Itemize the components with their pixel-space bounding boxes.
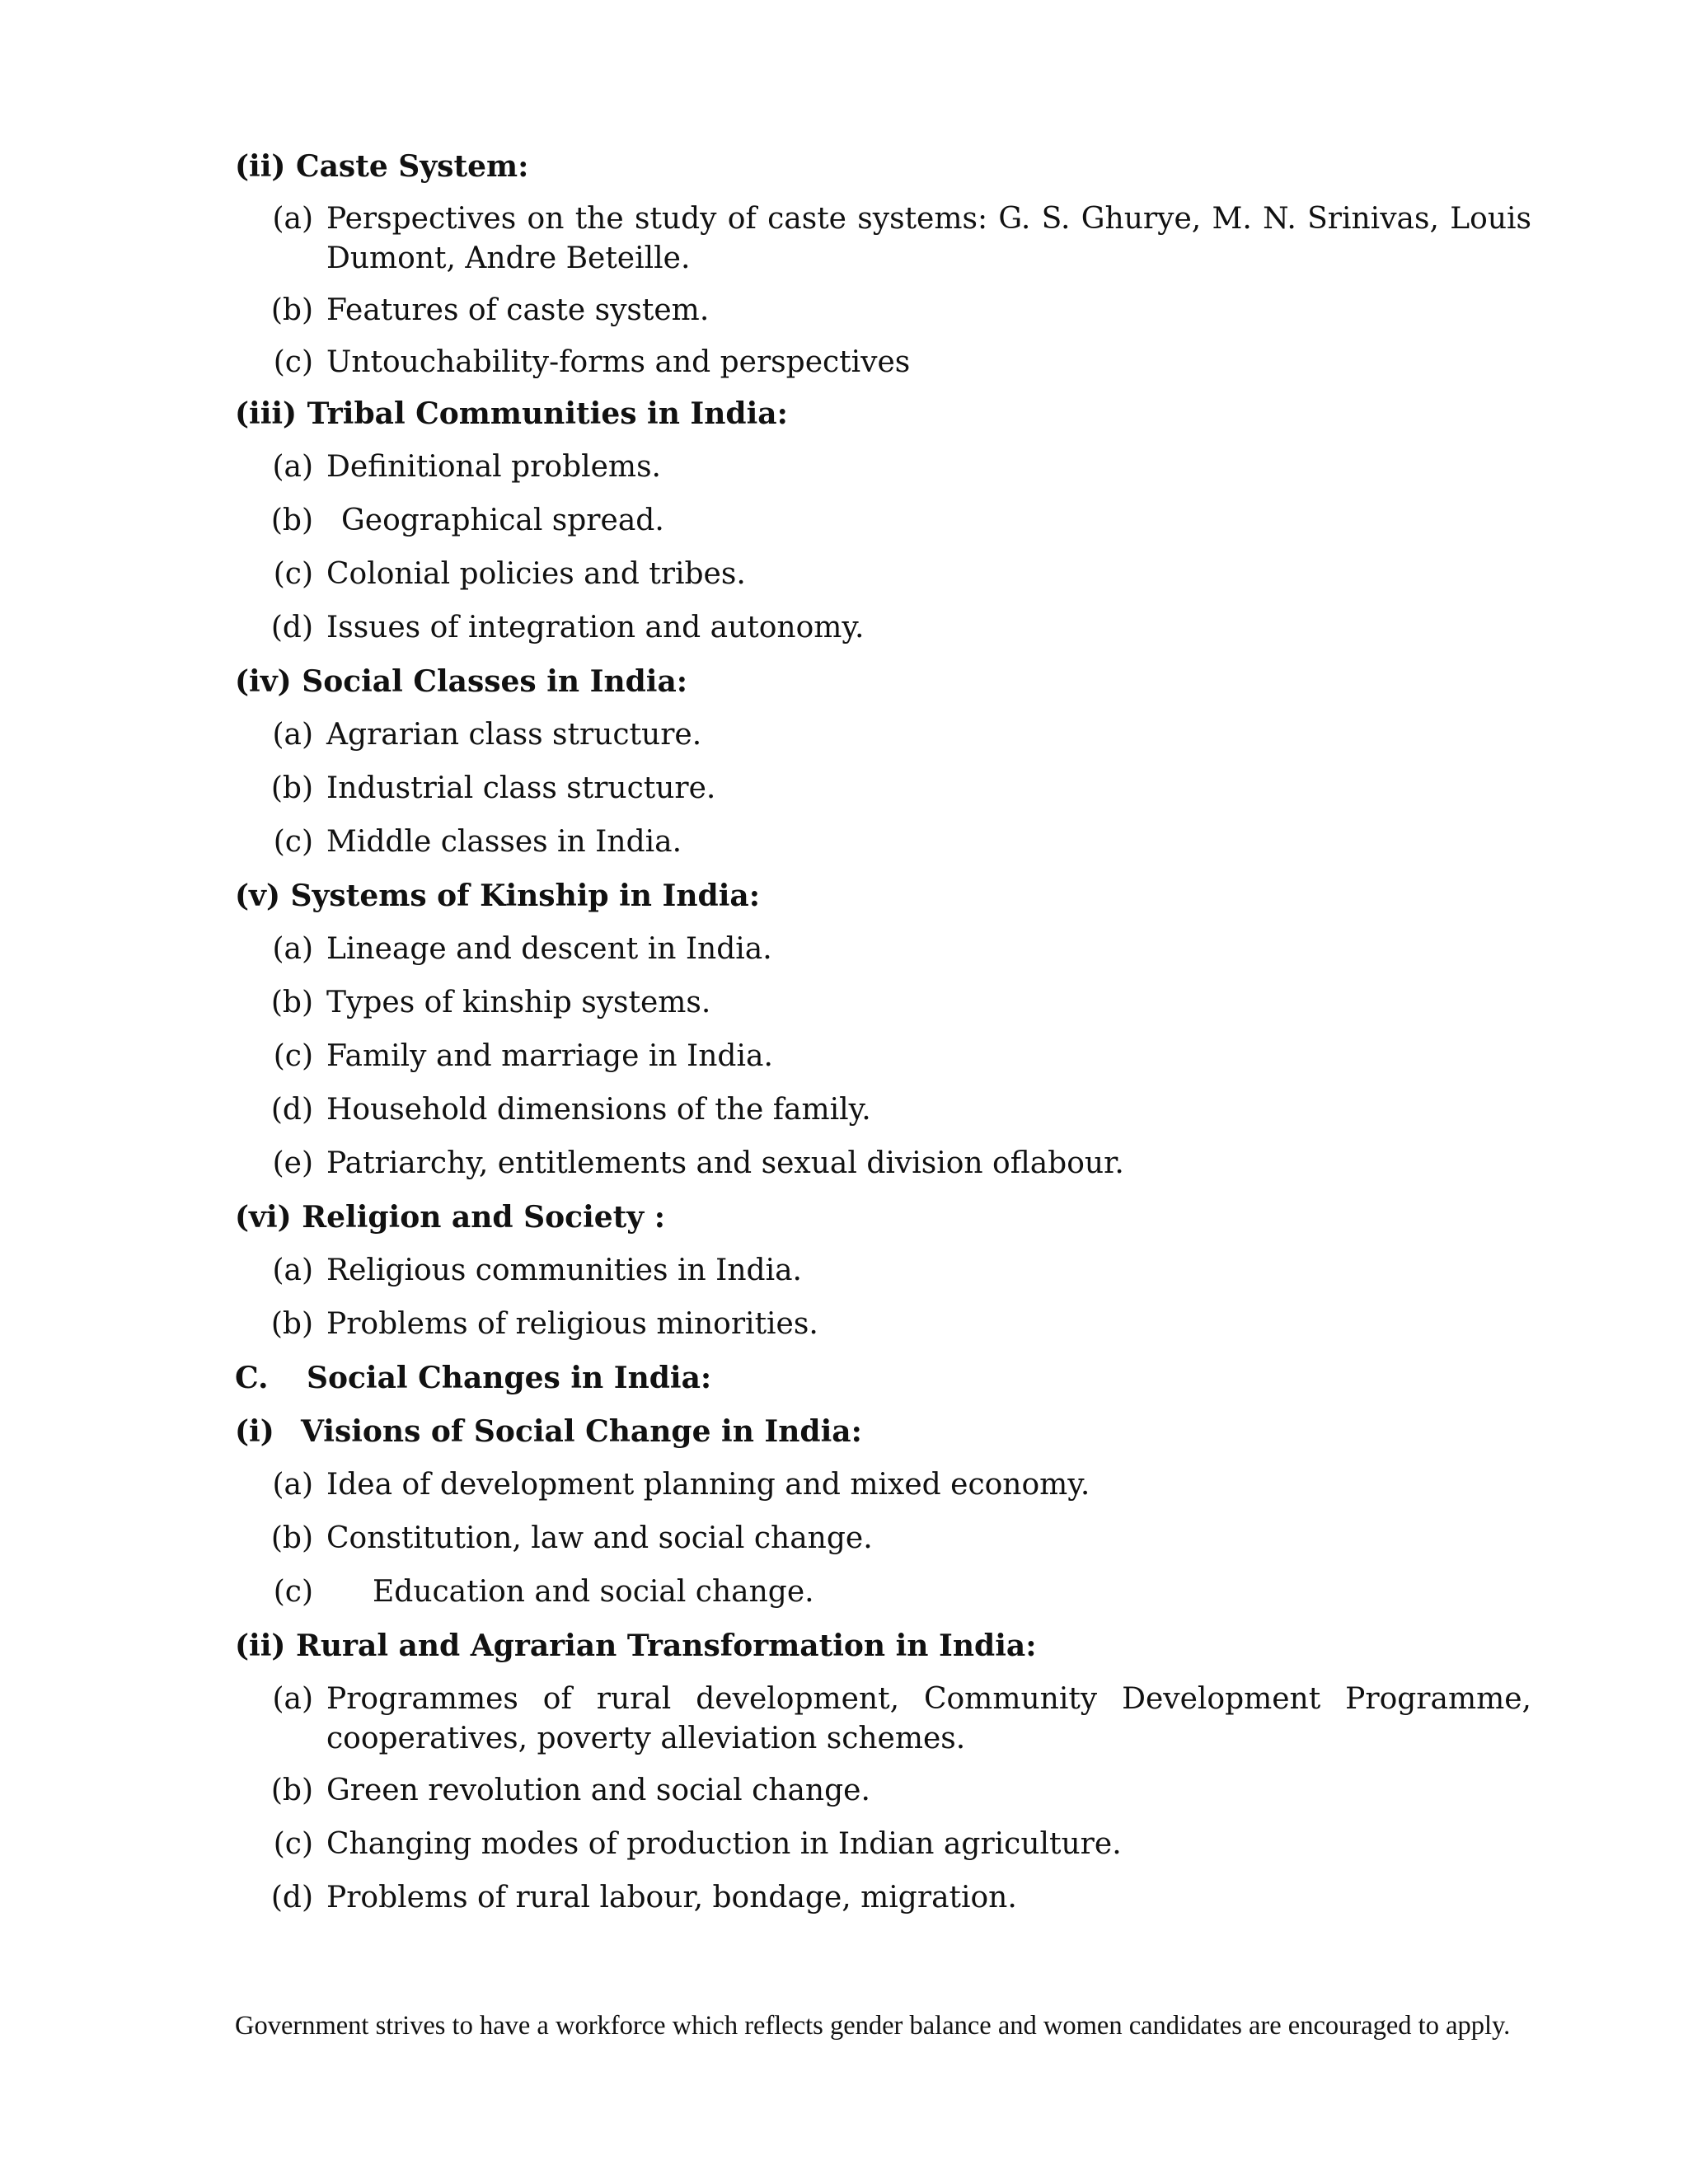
list-item-text: Definitional problems. bbox=[326, 450, 661, 484]
list-item-text: Agrarian class structure. bbox=[326, 718, 702, 752]
list-item bbox=[270, 983, 1531, 1023]
list-item-text: Features of caste system. bbox=[326, 293, 710, 327]
section-heading-rural-agrarian: (ii) Rural and Agrarian Transformation in India: bbox=[235, 1629, 1037, 1663]
list-item bbox=[270, 1825, 1531, 1864]
list-item-text: Problems of rural labour, bondage, migration. bbox=[326, 1881, 1017, 1915]
list-marker: (b) bbox=[270, 504, 313, 537]
list-marker: (a) bbox=[272, 202, 313, 236]
list-marker: (c) bbox=[273, 1575, 313, 1609]
list-marker: (a) bbox=[272, 1254, 313, 1287]
list-marker: (d) bbox=[270, 1881, 313, 1915]
list-marker: (a) bbox=[272, 1682, 313, 1716]
list-item-text: Patriarchy, entitlements and sexual division oflabour. bbox=[326, 1146, 1124, 1180]
list-marker: (a) bbox=[272, 932, 313, 966]
list-item bbox=[270, 715, 1531, 755]
list-marker: (b) bbox=[270, 1774, 313, 1807]
list-marker: (b) bbox=[270, 986, 313, 1019]
list-marker: (b) bbox=[270, 771, 313, 805]
list-item-text: Types of kinship systems. bbox=[326, 986, 711, 1019]
list-item bbox=[270, 343, 1531, 382]
list-item-text: Colonial policies and tribes. bbox=[326, 557, 746, 591]
list-item bbox=[270, 1878, 1531, 1918]
list-item bbox=[270, 1037, 1531, 1076]
list-marker: (c) bbox=[273, 345, 313, 379]
list-item bbox=[270, 448, 1531, 487]
footer-note: Government strives to have a workforce which reflects gender balance and women candidates are encouraged to apply. bbox=[235, 2011, 1511, 2041]
list-marker: (b) bbox=[270, 1521, 313, 1555]
part-heading-social-changes bbox=[235, 1358, 711, 1398]
list-item bbox=[270, 1519, 1531, 1558]
list-marker: (c) bbox=[273, 1827, 313, 1861]
part-title: Social Changes in India: bbox=[307, 1361, 712, 1395]
list-item-text: Household dimensions of the family. bbox=[326, 1093, 871, 1127]
list-item-text: Education and social change. bbox=[373, 1575, 814, 1609]
list-item bbox=[270, 823, 1531, 862]
list-item bbox=[270, 291, 1531, 330]
list-item bbox=[270, 1572, 1531, 1612]
section-heading-social-classes: (iv) Social Classes in India: bbox=[235, 664, 688, 699]
list-item-text: Changing modes of production in Indian agriculture. bbox=[326, 1827, 1122, 1861]
list-item bbox=[270, 199, 1531, 279]
list-item bbox=[270, 769, 1531, 808]
section-heading-tribal-communities: (iii) Tribal Communities in India: bbox=[235, 396, 788, 431]
list-item-text: Lineage and descent in India. bbox=[326, 932, 772, 966]
list-item-text: Constitution, law and social change. bbox=[326, 1521, 873, 1555]
list-marker: (b) bbox=[270, 1307, 313, 1341]
list-item bbox=[270, 1305, 1531, 1344]
list-item-text: Family and marriage in India. bbox=[326, 1039, 773, 1073]
list-marker: (c) bbox=[273, 1039, 313, 1073]
list-item bbox=[270, 1465, 1531, 1505]
section-heading-kinship: (v) Systems of Kinship in India: bbox=[235, 879, 760, 913]
part-number: C. bbox=[235, 1361, 269, 1395]
list-marker: (a) bbox=[272, 450, 313, 484]
list-item-text: Geographical spread. bbox=[341, 504, 664, 537]
list-item bbox=[270, 555, 1531, 594]
list-marker: (c) bbox=[273, 825, 313, 859]
list-item-text: Problems of religious minorities. bbox=[326, 1307, 818, 1341]
list-item bbox=[270, 608, 1531, 648]
list-item-text: Green revolution and social change. bbox=[326, 1774, 870, 1807]
list-marker: (a) bbox=[272, 1468, 313, 1502]
list-item bbox=[270, 1144, 1531, 1183]
list-item bbox=[270, 930, 1531, 969]
section-heading-caste-system: (ii) Caste System: bbox=[235, 149, 529, 184]
list-marker: (c) bbox=[273, 557, 313, 591]
list-marker: (d) bbox=[270, 611, 313, 644]
list-item-text: Idea of development planning and mixed economy. bbox=[326, 1468, 1090, 1502]
list-item-text: Industrial class structure. bbox=[326, 771, 716, 805]
list-item bbox=[270, 1680, 1531, 1759]
list-item-text: Middle classes in India. bbox=[326, 825, 682, 859]
section-heading-religion: (vi) Religion and Society : bbox=[235, 1200, 666, 1235]
list-item-text: Perspectives on the study of caste systems: G. S. Ghurye, M. N. Srinivas, Louis Dumont, Andre Beteille. bbox=[326, 202, 1531, 275]
section-title: Visions of Social Change in India: bbox=[301, 1414, 862, 1449]
list-marker: (d) bbox=[270, 1093, 313, 1127]
list-marker: (b) bbox=[270, 293, 313, 327]
list-item-text: Programmes of rural development, Community Development Programme, cooperatives, poverty alleviation schemes. bbox=[326, 1682, 1531, 1755]
section-heading-visions bbox=[235, 1412, 862, 1451]
list-item-text: Untouchability-forms and perspectives bbox=[326, 345, 911, 379]
list-item bbox=[270, 501, 1531, 541]
list-item bbox=[270, 1251, 1531, 1291]
section-number: (i) bbox=[235, 1414, 274, 1449]
list-marker: (a) bbox=[272, 718, 313, 752]
list-marker: (e) bbox=[272, 1146, 313, 1180]
list-item bbox=[270, 1090, 1531, 1130]
list-item bbox=[270, 1771, 1531, 1811]
list-item-text: Religious communities in India. bbox=[326, 1254, 802, 1287]
list-item-text: Issues of integration and autonomy. bbox=[326, 611, 865, 644]
